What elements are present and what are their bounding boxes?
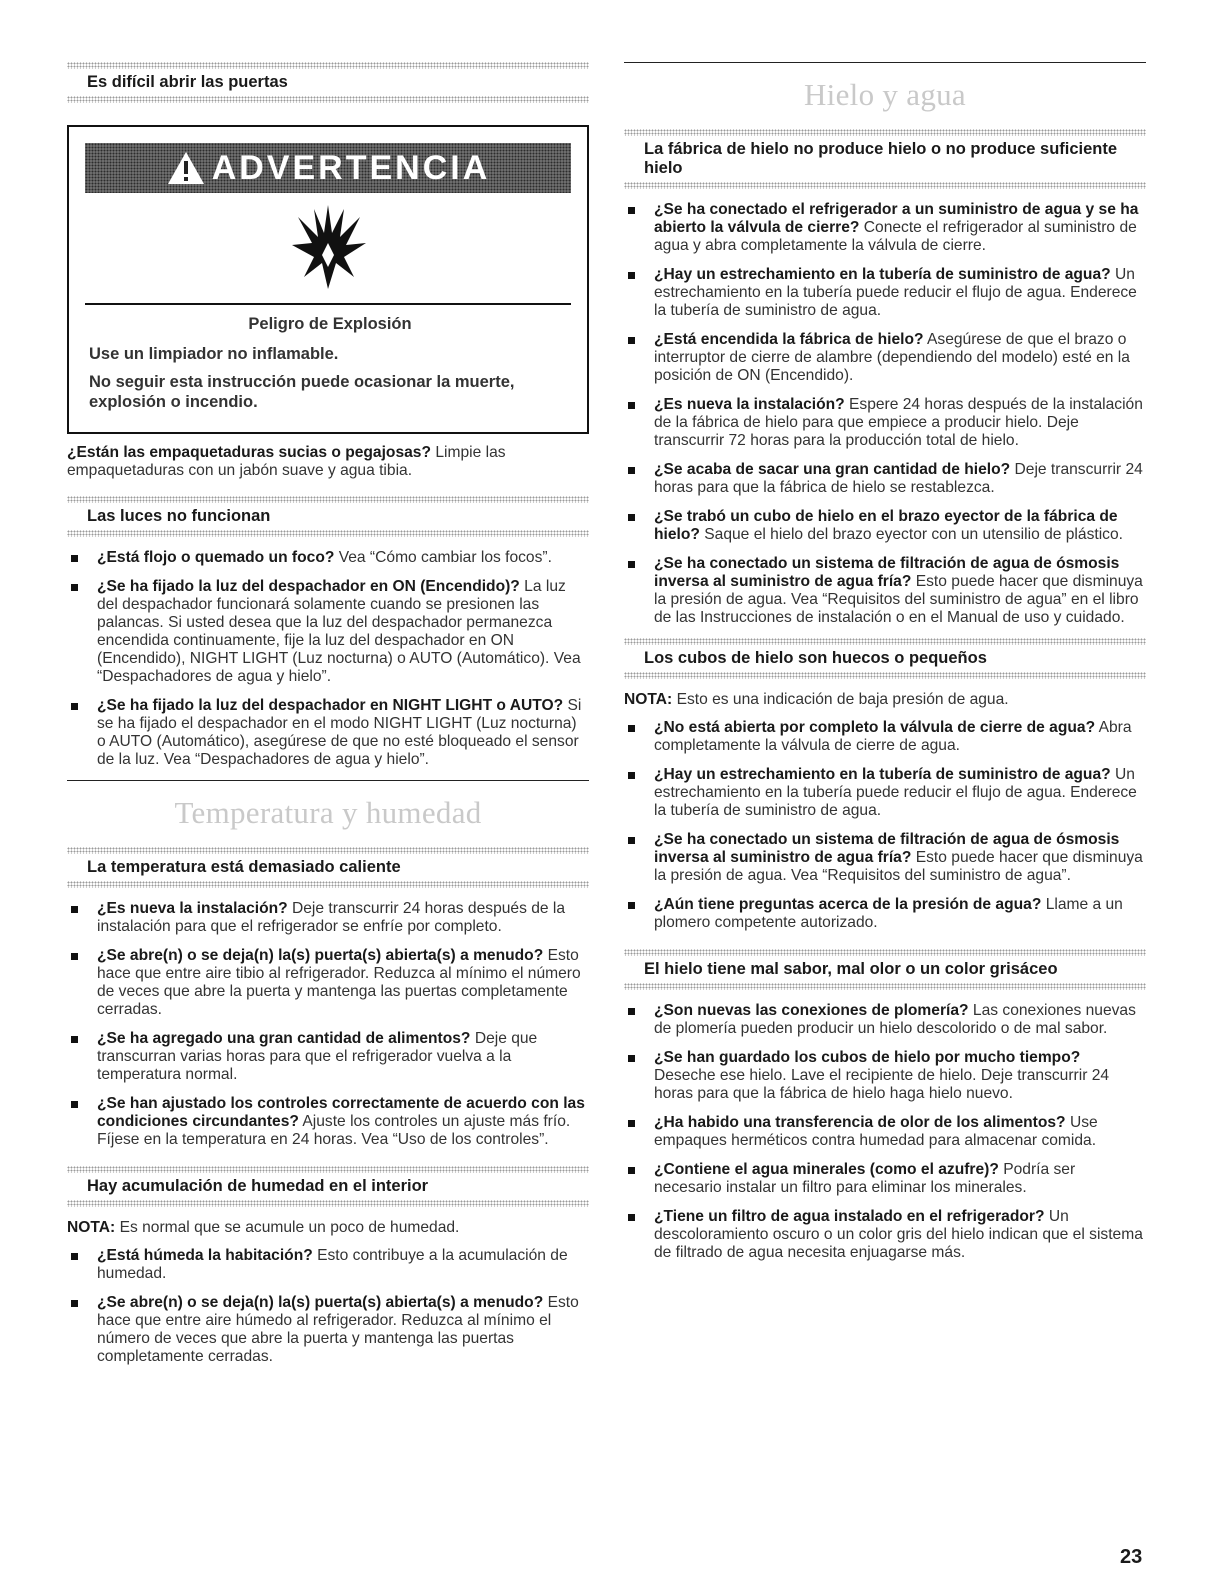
- list-item: ¿Se ha conectado un sistema de filtración de agua de ósmosis inversa al suministro de agua fría? Esto puede hacer que disminuya la presión de agua. Vea “Requisitos del suministro de agua” en el libro de las Instrucciones de instalación o en el Manual de uso y cuidado.: [624, 555, 1146, 627]
- warning-line: No seguir esta instrucción puede ocasionar la muerte, explosión o incendio.: [89, 373, 515, 411]
- warning-triangle-icon: [166, 150, 206, 186]
- subsection-taste: [624, 949, 1146, 990]
- question-list: [624, 201, 1146, 627]
- list-item: ¿Se han guardado los cubos de hielo por mucho tiempo? Deseche ese hielo. Lave el recipiente de hielo. Deje transcurrir 24 horas para que la fábrica de hielo haga hielo nuevo.: [624, 1049, 1146, 1103]
- note: NOTA: Es normal que se acumule un poco de humedad.: [67, 1219, 460, 1236]
- warning-title: ADVERTENCIA: [211, 148, 491, 187]
- halftone-bar: [624, 949, 1146, 956]
- list-item: ¿Se ha agregado una gran cantidad de alimentos? Deje que transcurran varias horas para que el refrigerador vuelva a la temperatura normal.: [67, 1030, 589, 1084]
- list-item: ¿Tiene un filtro de agua instalado en el refrigerador? Un descoloramiento oscuro o un color gris del hielo indican que el sistema de filtrado de agua necesita enjuagarse más.: [624, 1208, 1146, 1262]
- halftone-bar: [624, 129, 1146, 136]
- list-item: ¿Se ha conectado el refrigerador a un suministro de agua y se ha abierto la válvula de cierre? Conecte el refrigerador al suministro de agua y abra completamente la válvula de cierre.: [624, 201, 1146, 255]
- halftone-bar: [67, 530, 589, 537]
- explosion-pictogram: [85, 193, 571, 305]
- subsection-title: Hay acumulación de humedad en el interior: [87, 1177, 429, 1195]
- halftone-bar: [624, 182, 1146, 189]
- question-list: [67, 549, 589, 769]
- halftone-bar: [67, 1166, 589, 1173]
- warning-header: [85, 143, 571, 193]
- question: ¿Están las empaquetaduras sucias o pegajosas?: [67, 444, 431, 461]
- warning-body: [69, 305, 587, 432]
- left-column: [67, 62, 589, 1377]
- list-item: ¿Está húmeda la habitación? Esto contribuye a la acumulación de humedad.: [67, 1247, 589, 1283]
- subsection-icemaker: [624, 129, 1146, 189]
- halftone-bar: [624, 672, 1146, 679]
- section-divider: [624, 62, 1146, 63]
- subsection-title: El hielo tiene mal sabor, mal olor o un color grisáceo: [644, 960, 1058, 978]
- question-list: [624, 1002, 1146, 1262]
- section-title: Hielo y agua: [804, 77, 966, 112]
- subsection-warm: [67, 847, 589, 888]
- list-item: ¿Contiene el agua minerales (como el azufre)? Podría ser necesario instalar un filtro para eliminar los minerales.: [624, 1161, 1146, 1197]
- list-item: ¿Se ha fijado la luz del despachador en NIGHT LIGHT o AUTO? Si se ha fijado el despachador en el modo NIGHT LIGHT (Luz nocturna) o AUTO (Automático), asegúrese de que no esté bloqueado el sensor de la luz. Vea “Despachadores de agua y hielo”.: [67, 697, 589, 769]
- list-item: ¿Aún tiene preguntas acerca de la presión de agua? Llame a un plomero competente autorizado.: [624, 896, 1146, 932]
- warning-box: [67, 125, 589, 434]
- answer: Limpie las empaquetaduras con un jabón suave y agua tibia.: [67, 444, 506, 479]
- halftone-bar: [624, 983, 1146, 990]
- list-item: ¿Se abre(n) o se deja(n) la(s) puerta(s) abierta(s) a menudo? Esto hace que entre aire húmedo al refrigerador. Reduzca al mínimo el número de veces que abre la puerta y mantenga las puertas completamente cerradas.: [67, 1294, 589, 1366]
- subsection-title: La temperatura está demasiado caliente: [87, 858, 401, 876]
- halftone-bar: [624, 638, 1146, 645]
- list-item: ¿Está flojo o quemado un foco? Vea “Cómo cambiar los focos”.: [67, 549, 589, 567]
- warning-line: Use un limpiador no inflamable.: [89, 345, 339, 363]
- list-item: ¿Hay un estrechamiento en la tubería de suministro de agua? Un estrechamiento en la tubería puede reducir el flujo de agua. Enderece la tubería de suministro de agua.: [624, 266, 1146, 320]
- list-item: ¿Se trabó un cubo de hielo en el brazo eyector de la fábrica de hielo? Saque el hielo del brazo eyector con un utensilio de plástico.: [624, 508, 1146, 544]
- right-column: [624, 62, 1146, 1273]
- subsection-title: La fábrica de hielo no produce hielo o no produce suficiente hielo: [644, 140, 1118, 177]
- section-divider: [67, 780, 589, 781]
- paragraph: [67, 444, 589, 480]
- subsection-hollow: [624, 638, 1146, 679]
- subsection-humidity: [67, 1166, 589, 1207]
- subsection-lights: [67, 496, 589, 537]
- note: NOTA: Esto es una indicación de baja presión de agua.: [624, 691, 1009, 708]
- list-item: ¿No está abierta por completo la válvula de cierre de agua? Abra completamente la válvula de cierre de agua.: [624, 719, 1146, 755]
- list-item: ¿Se abre(n) o se deja(n) la(s) puerta(s) abierta(s) a menudo? Esto hace que entre aire tibio al refrigerador. Reduzca al mínimo el número de veces que abre la puerta y mantenga las puertas completamente cerradas.: [67, 947, 589, 1019]
- list-item: ¿Se acaba de sacar una gran cantidad de hielo? Deje transcurrir 24 horas para que la fábrica de hielo se restablezca.: [624, 461, 1146, 497]
- list-item: ¿Es nueva la instalación? Deje transcurrir 24 horas después de la instalación para que el refrigerador se enfríe por completo.: [67, 900, 589, 936]
- subsection-title: Las luces no funcionan: [87, 507, 271, 525]
- subsection-title: Es difícil abrir las puertas: [87, 73, 288, 91]
- question-list: [624, 719, 1146, 932]
- list-item: ¿Se han ajustado los controles correctamente de acuerdo con las condiciones circundantes? Ajuste los controles un ajuste más frío. Fíjese en la temperatura en 24 horas. Vea “Uso de los controles”.: [67, 1095, 589, 1149]
- list-item: ¿Son nuevas las conexiones de plomería? Las conexiones nuevas de plomería pueden producir un hielo descolorido o de mal sabor.: [624, 1002, 1146, 1038]
- list-item: ¿Se ha conectado un sistema de filtración de agua de ósmosis inversa al suministro de agua fría? Esto puede hacer que disminuya la presión de agua. Vea “Requisitos del suministro de agua”.: [624, 831, 1146, 885]
- list-item: ¿Hay un estrechamiento en la tubería de suministro de agua? Un estrechamiento en la tubería puede reducir el flujo de agua. Enderece la tubería de suministro de agua.: [624, 766, 1146, 820]
- question-list: [67, 900, 589, 1149]
- list-item: ¿Ha habido una transferencia de olor de los alimentos? Use empaques herméticos contra humedad para almacenar comida.: [624, 1114, 1146, 1150]
- list-item: ¿Está encendida la fábrica de hielo? Asegúrese de que el brazo o interruptor de cierre de alambre (dependiendo del modelo) esté en la posición de ON (Encendido).: [624, 331, 1146, 385]
- question-list: [67, 1247, 589, 1366]
- subsection-doors: [67, 62, 589, 103]
- list-item: ¿Se ha fijado la luz del despachador en ON (Encendido)? La luz del despachador funcionará solamente cuando se presionen las palancas. Si usted desea que la luz del despachador permanezca encendida continuamente, fije la luz del despachador en ON (Encendido), NIGHT LIGHT (Luz nocturna) o AUTO (Automático). Vea “Despachadores de agua y hielo”.: [67, 578, 589, 686]
- halftone-bar: [67, 881, 589, 888]
- explosion-icon: [288, 203, 368, 293]
- halftone-bar: [67, 1200, 589, 1207]
- halftone-bar: [67, 62, 589, 69]
- section-title: Temperatura y humedad: [174, 795, 482, 830]
- subsection-title: Los cubos de hielo son huecos o pequeños: [644, 649, 987, 667]
- halftone-bar: [67, 496, 589, 503]
- list-item: ¿Es nueva la instalación? Espere 24 horas después de la instalación de la fábrica de hielo para que empiece a producir hielo. Deje transcurrir 72 horas para la producción total de hielo.: [624, 396, 1146, 450]
- hazard-name: Peligro de Explosión: [248, 315, 412, 333]
- halftone-bar: [67, 96, 589, 103]
- halftone-bar: [67, 847, 589, 854]
- page-number: 23: [1120, 1546, 1143, 1568]
